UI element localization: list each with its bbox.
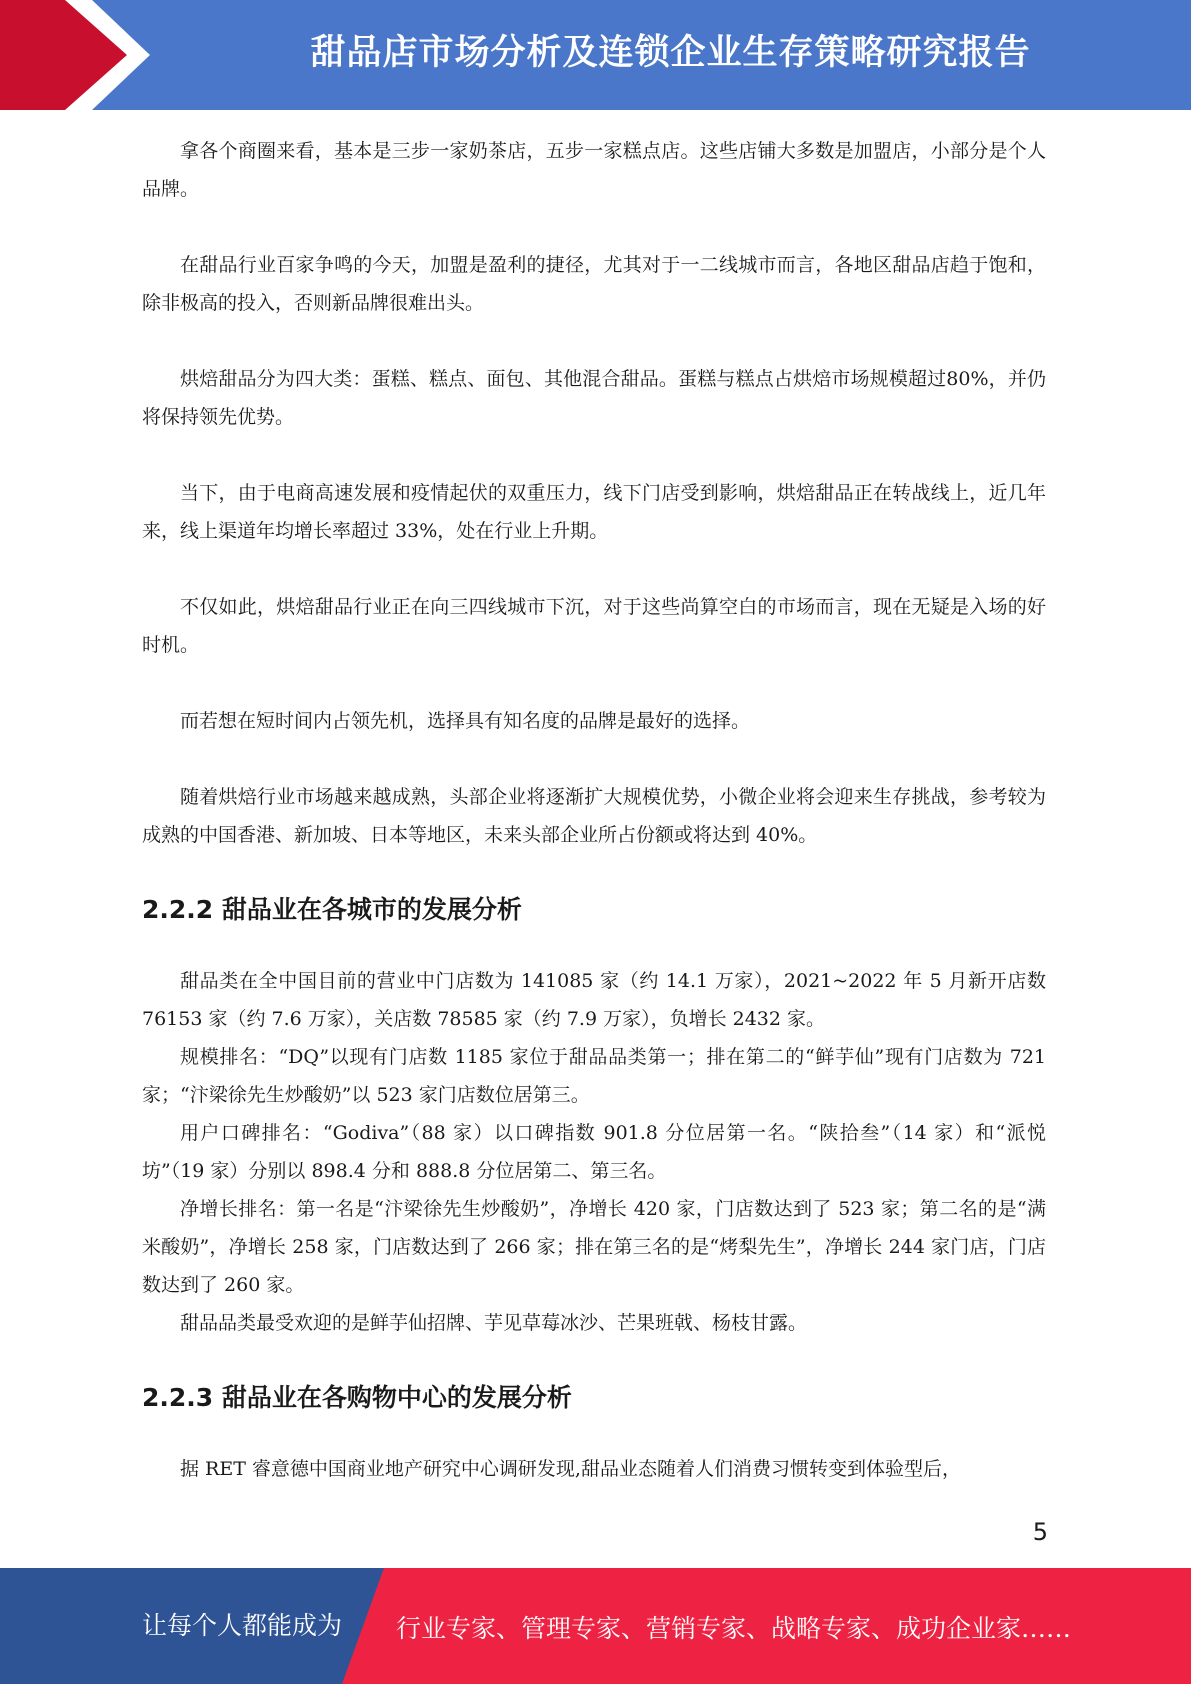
page-header bbox=[0, 0, 1191, 110]
paragraph: 规模排名：“DQ”以现有门店数 1185 家位于甜品品类第一；排在第二的“鲜芋仙”现有门店数为 721 家；“汴梁徐先生炒酸奶”以 523 家门店数位居第三。 bbox=[142, 1046, 1046, 1106]
page-footer bbox=[0, 1568, 1191, 1684]
paragraph: 不仅如此，烘焙甜品行业正在向三四线城市下沉，对于这些尚算空白的市场而言，现在无疑是入场的好时机。 bbox=[142, 596, 1046, 656]
paragraph: 而若想在短时间内占领先机，选择具有知名度的品牌是最好的选择。 bbox=[180, 710, 751, 732]
page-content bbox=[142, 132, 1046, 1488]
paragraph: 用户口碑排名：“Godiva”（88 家）以口碑指数 901.8 分位居第一名。“陕拾叁”（14 家）和“派悦坊”（19 家）分别以 898.4 分和 888.8 分位居第二、第三名。 bbox=[142, 1122, 1046, 1182]
paragraph: 在甜品行业百家争鸣的今天，加盟是盈利的捷径，尤其对于一二线城市而言，各地区甜品店趋于饱和，除非极高的投入，否则新品牌很难出头。 bbox=[142, 254, 1046, 314]
section-heading-2-2-2: 2.2.2 甜品业在各城市的发展分析 bbox=[142, 895, 522, 924]
paragraph: 据 RET 睿意德中国商业地产研究中心调研发现,甜品业态随着人们消费习惯转变到体验型后， bbox=[180, 1458, 961, 1480]
paragraph: 随着烘焙行业市场越来越成熟，头部企业将逐渐扩大规模优势，小微企业将会迎来生存挑战，参考较为成熟的中国香港、新加坡、日本等地区，未来头部企业所占份额或将达到 40%。 bbox=[142, 786, 1046, 846]
section-heading-2-2-3: 2.2.3 甜品业在各购物中心的发展分析 bbox=[142, 1383, 572, 1412]
footer-slogan-right: 行业专家、管理专家、营销专家、战略专家、成功企业家…… bbox=[396, 1614, 1072, 1643]
paragraph: 甜品类在全中国目前的营业中门店数为 141085 家（约 14.1 万家），2021~2022 年 5 月新开店数 76153 家（约 7.6 万家），关店数 78585 家（约 7.9 万家），负增长 2432 家。 bbox=[142, 970, 1046, 1030]
paragraph: 甜品品类最受欢迎的是鲜芋仙招牌、芋见草莓冰沙、芒果班戟、杨枝甘露。 bbox=[180, 1312, 808, 1334]
paragraph: 当下，由于电商高速发展和疫情起伏的双重压力，线下门店受到影响，烘焙甜品正在转战线上，近几年来，线上渠道年均增长率超过 33%，处在行业上升期。 bbox=[142, 482, 1046, 542]
paragraph: 净增长排名：第一名是“汴梁徐先生炒酸奶”，净增长 420 家，门店数达到了 523 家；第二名的是“满米酸奶”，净增长 258 家，门店数达到了 266 家；排在第三名的是“烤梨先生”，净增长 244 家门店，门店数达到了 260 家。 bbox=[142, 1198, 1046, 1296]
footer-slogan-left: 让每个人都能成为 bbox=[142, 1611, 343, 1640]
header-arrow-icon bbox=[0, 0, 160, 110]
page-number: 5 bbox=[1032, 1518, 1048, 1546]
paragraph: 拿各个商圈来看，基本是三步一家奶茶店，五步一家糕点店。这些店铺大多数是加盟店，小部分是个人品牌。 bbox=[142, 140, 1046, 200]
report-title: 甜品店市场分析及连锁企业生存策略研究报告 bbox=[310, 33, 1031, 73]
paragraph: 烘焙甜品分为四大类：蛋糕、糕点、面包、其他混合甜品。蛋糕与糕点占烘焙市场规模超过80%，并仍将保持领先优势。 bbox=[142, 368, 1046, 428]
